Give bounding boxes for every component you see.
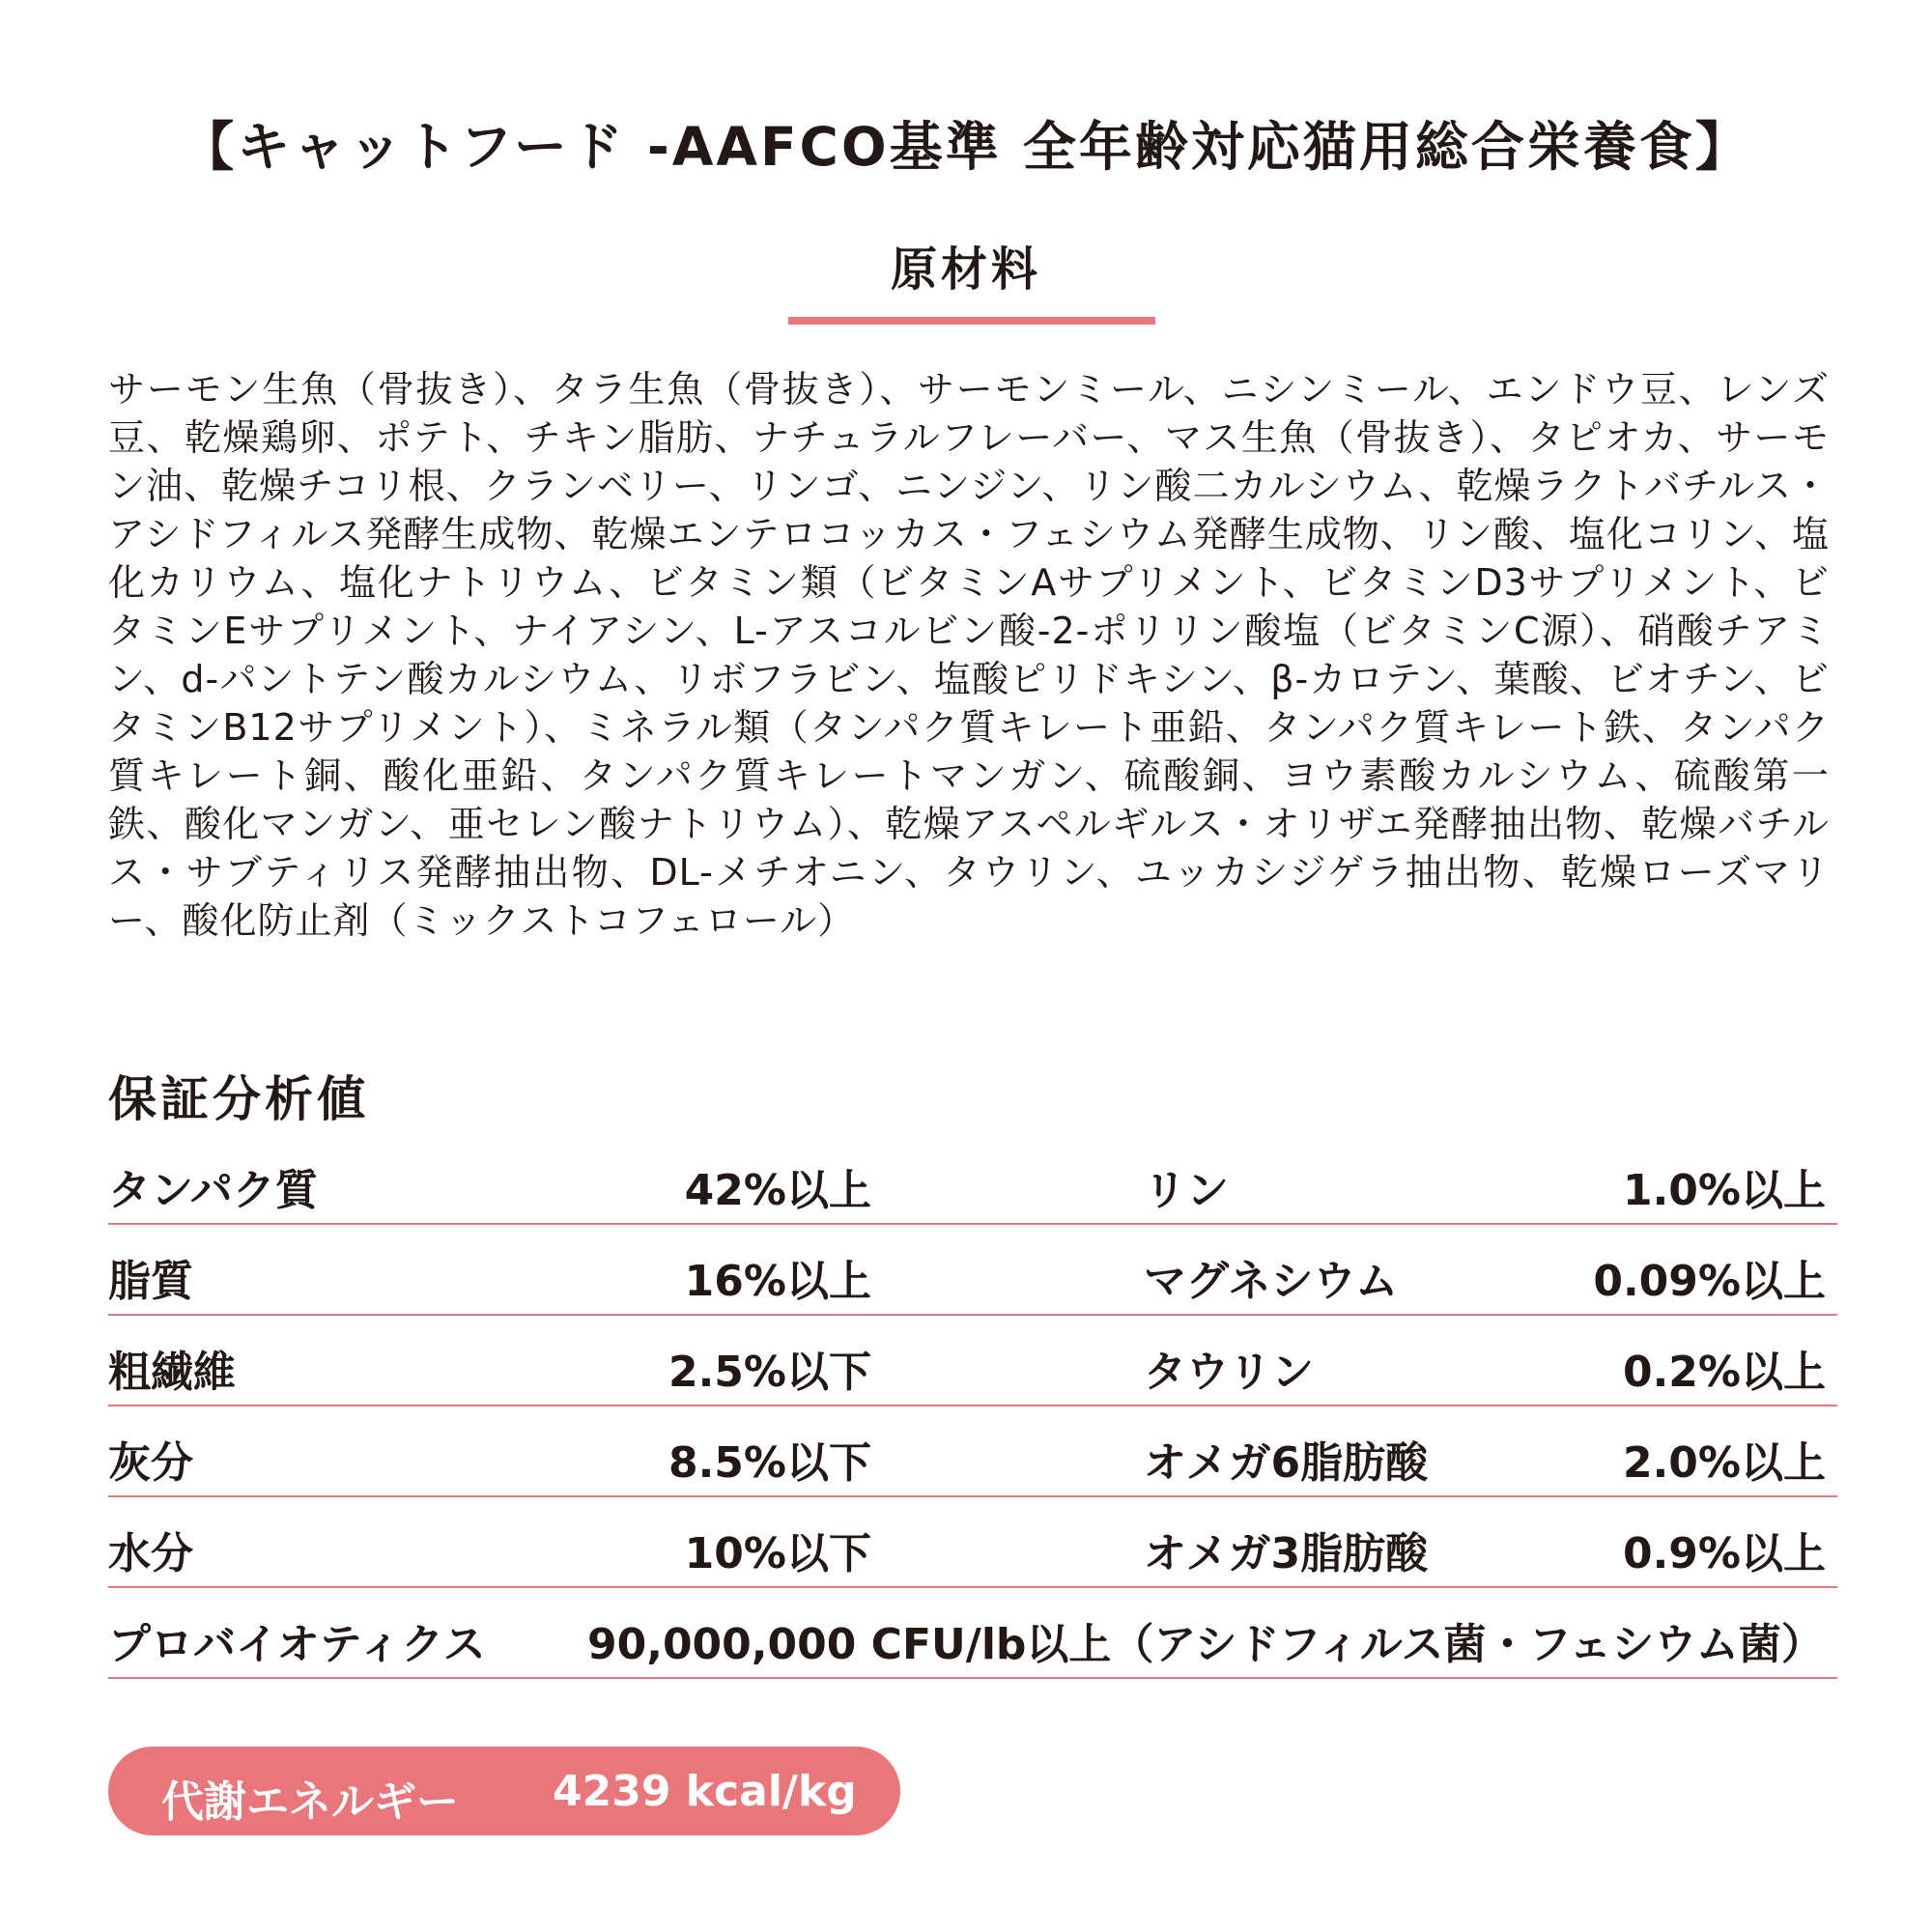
table-row-probiotics <box>108 1588 1837 1679</box>
probiotics-label: プロバイオティクス <box>108 1620 486 1669</box>
probiotics-value: 90,000,000 CFU/lb以上（アシドフィルス菌・フェシウム菌） <box>587 1620 1824 1669</box>
table-row <box>108 1225 1837 1316</box>
energy-badge <box>108 1747 900 1835</box>
nutrient-value: 0.09%以上 <box>1593 1257 1826 1306</box>
nutrition-table <box>108 1134 1837 1679</box>
table-row <box>108 1134 1837 1225</box>
nutrient-value: 10%以下 <box>684 1529 871 1578</box>
nutrient-value: 1.0%以上 <box>1622 1166 1826 1215</box>
table-row <box>108 1406 1837 1497</box>
nutrient-label: 水分 <box>108 1529 193 1578</box>
nutrient-value: 42%以上 <box>684 1166 871 1215</box>
nutrient-label: オメガ3脂肪酸 <box>1144 1529 1429 1578</box>
nutrient-value: 2.0%以上 <box>1622 1438 1826 1488</box>
analysis-heading: 保証分析値 <box>108 1071 369 1127</box>
nutrient-label: 脂質 <box>108 1257 193 1306</box>
nutrient-label: リン <box>1144 1166 1229 1215</box>
nutrient-label: 粗繊維 <box>108 1348 236 1397</box>
nutrient-value: 0.9%以上 <box>1622 1529 1826 1578</box>
nutrient-label: タウリン <box>1144 1348 1314 1397</box>
nutrient-label: オメガ6脂肪酸 <box>1144 1438 1429 1488</box>
table-row <box>108 1497 1837 1588</box>
page-title: 【キャットフード -AAFCO基準 全年齢対応猫用総合栄養食】 <box>181 116 1751 178</box>
ingredients-heading: 原材料 <box>890 242 1041 297</box>
nutrient-value: 16%以上 <box>684 1257 871 1306</box>
energy-label: 代謝エネルギー <box>161 1777 459 1827</box>
table-row <box>108 1316 1837 1406</box>
ingredients-text: サーモン生魚（骨抜き）、タラ生魚（骨抜き）、サーモンミール、ニシンミール、エンドウ豆、レンズ豆、乾燥鶏卵、ポテト、チキン脂肪、ナチュラルフレーバー、マス生魚（骨抜き）、タピオカ、サーモン油、乾燥チコリ根、クランベリー、リンゴ、ニンジン、リン酸二カルシウム、乾燥ラクトバチルス・アシドフィルス発酵生成物、乾燥エンテロコッカス・フェシウム発酵生成物、リン酸、塩化コリン、塩化カリウム、塩化ナトリウム、ビタミン類（ビタミンAサプリメント、ビタミンD3サプリメント、ビタミンEサプリメント、ナイアシン、L-アスコルビン酸-2-ポリリン酸塩（ビタミンC源）、硝酸チアミン、d-パントテン酸カルシウム、リボフラビン、塩酸ピリドキシン、β-カロテン、葉酸、ビオチン、ビタミンB12サプリメント）、ミネラル類（タンパク質キレート亜鉛、タンパク質キレート鉄、タンパク質キレート銅、酸化亜鉛、タンパク質キレートマンガン、硫酸銅、ヨウ素酸カルシウム、硫酸第一鉄、酸化マンガン、亜セレン酸ナトリウム）、乾燥アスペルギルス・オリザエ発酵抽出物、乾燥バチルス・サブティリス発酵抽出物、DL-メチオニン、タウリン、ユッカシジゲラ抽出物、乾燥ローズマリー、酸化防止剤（ミックストコフェロール） <box>108 368 1830 942</box>
nutrient-label: タンパク質 <box>108 1166 318 1215</box>
nutrient-value: 2.5%以下 <box>668 1348 871 1397</box>
heading-underline <box>788 317 1155 325</box>
nutrient-label: マグネシウム <box>1144 1257 1399 1306</box>
nutrient-label: 灰分 <box>108 1438 193 1488</box>
nutrient-value: 0.2%以上 <box>1622 1348 1826 1397</box>
nutrient-value: 8.5%以下 <box>668 1438 871 1488</box>
energy-value: 4239 kcal/kg <box>553 1767 857 1816</box>
